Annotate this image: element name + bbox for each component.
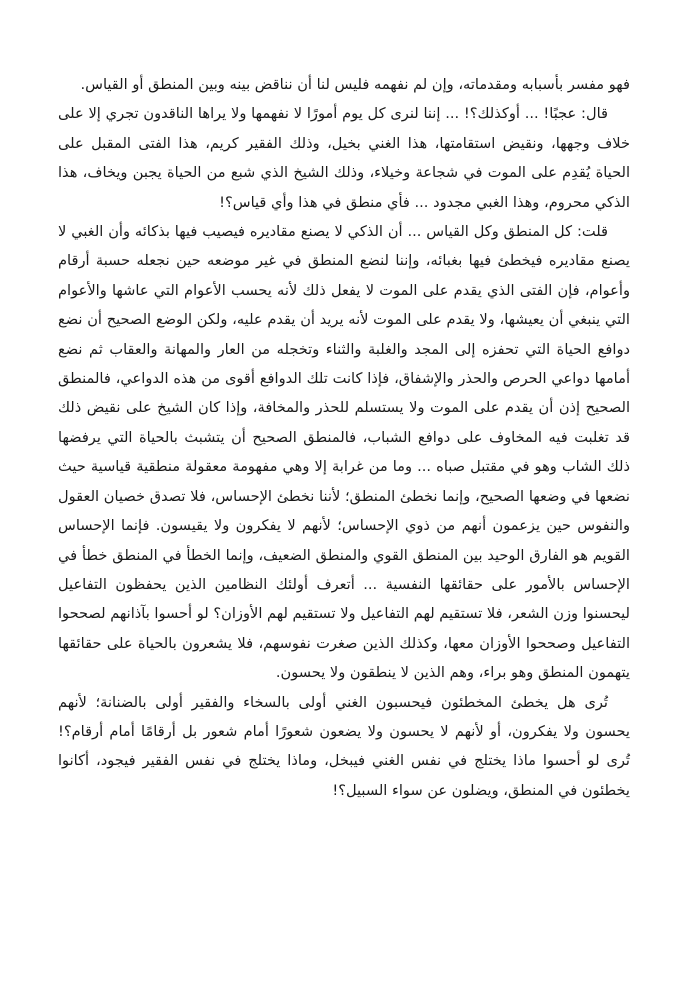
paragraph-answer: قلت: كل المنطق وكل القياس ... أن الذكي لا يصنع مقاديره فيصيب فيها بذكائه وأن الغبي لا يصنع مقاديره فيخطئ فيها بغبائه، وإننا لنضع المنطق في غير موضعه حين نجعله حسبة أرقام وأعوام، فإن الفتى الذي يقدم على الموت لا يفعل ذلك لأنه يحسب الأعوام التي عاشها والأعوام التي ينبغي أن يعيشها، ولا يقدم على الموت لأنه يريد أن يقدم عليه، ولكن الوضع الصحيح أن نضع دوافع الحياة التي تحفزه إلى المجد والغلبة والثناء وتخجله من العار والمهانة والعقاب ثم نضع أمامها دواعي الحرص والحذر والإشفاق، فإذا كانت تلك الدوافع أقوى من هذه الدواعي، فالمنطق الصحيح إذن أن يقدم على الموت ولا يستسلم للحذر والمخافة، وإذا كان الشيخ على نقيض ذلك قد تغلبت فيه المخاوف على دوافع الشباب، فالمنطق الصحيح أن يتشبث بالحياة التي يرفضها ذلك الشاب وهو في مقتبل صباه ... وما من غرابة إلا وهي مفهومة معقولة منطقية قياسية حيث نضعها في وضعها الصحيح، وإنما نخطئ المنطق؛ لأننا نخطئ الإحساس، فلا تصدق خصيان العقول والنفوس حين يزعمون أنهم من ذوي الإحساس؛ لأنهم لا يفكرون ولا يقيسون. فإنما الإحساس القويم هو الفارق الوحيد بين المنطق القوي والمنطق الضعيف، وإنما الخطأ في المنطق خطأ في الإحساس بالأمور على حقائقها النفسية ... أتعرف أولئك النظامين الذين يحفظون التفاعيل ليحسنوا وزن الشعر، فلا تستقيم لهم التفاعيل ولا تستقيم لهم الأوزان؟ لو أحسوا بآذانهم لصححوا التفاعيل وصححوا الأوزان معها، وكذلك الذين صغرت نفوسهم، فلا يشعرون بالحياة على حقائقها يتهمون المنطق وهو براء، وهم الذين لا ينطقون ولا يحسون. bbox=[58, 223, 630, 682]
document-page bbox=[58, 70, 630, 805]
paragraph-closing: تُرى هل يخطئ المخطئون فيحسبون الغني أولى بالسخاء والفقير أولى بالضنانة؛ لأنهم يحسون ولا يفكرون، أو لأنهم لا يحسون ولا يضعون شعورًا أمام شعور بل أرقامًا أمام أرقام؟! تُرى لو أحسوا ماذا يختلج في نفس الغني فيبخل، وماذا يختلج في نفس الفقير فيجود، أكانوا يخطئون في المنطق، ويضلون عن سواء السبيل؟! bbox=[58, 693, 630, 799]
paragraph-continuation: فهو مفسر بأسبابه ومقدماته، وإن لم نفهمه فليس لنا أن نناقض بينه وبين المنطق أو القياس. bbox=[80, 76, 630, 93]
paragraph-question: قال: عجبًا! ... أوكذلك؟! ... إننا لنرى كل يوم أمورًا لا نفهمها ولا يراها الناقدون تجري إلا على خلاف وجهها، ونقيض استقامتها، هذا الغني بخيل، وذلك الفقير كريم، هذا الفتى المقبل على الحياة يُقدِم على الموت في شجاعة وخيلاء، وذلك الشيخ الذي شبع من الحياة يجبن ويخاف، هذا الذكي محروم، وهذا الغبي مجدود ... فأي منطق في هذا وأي قياس؟! bbox=[58, 105, 630, 211]
